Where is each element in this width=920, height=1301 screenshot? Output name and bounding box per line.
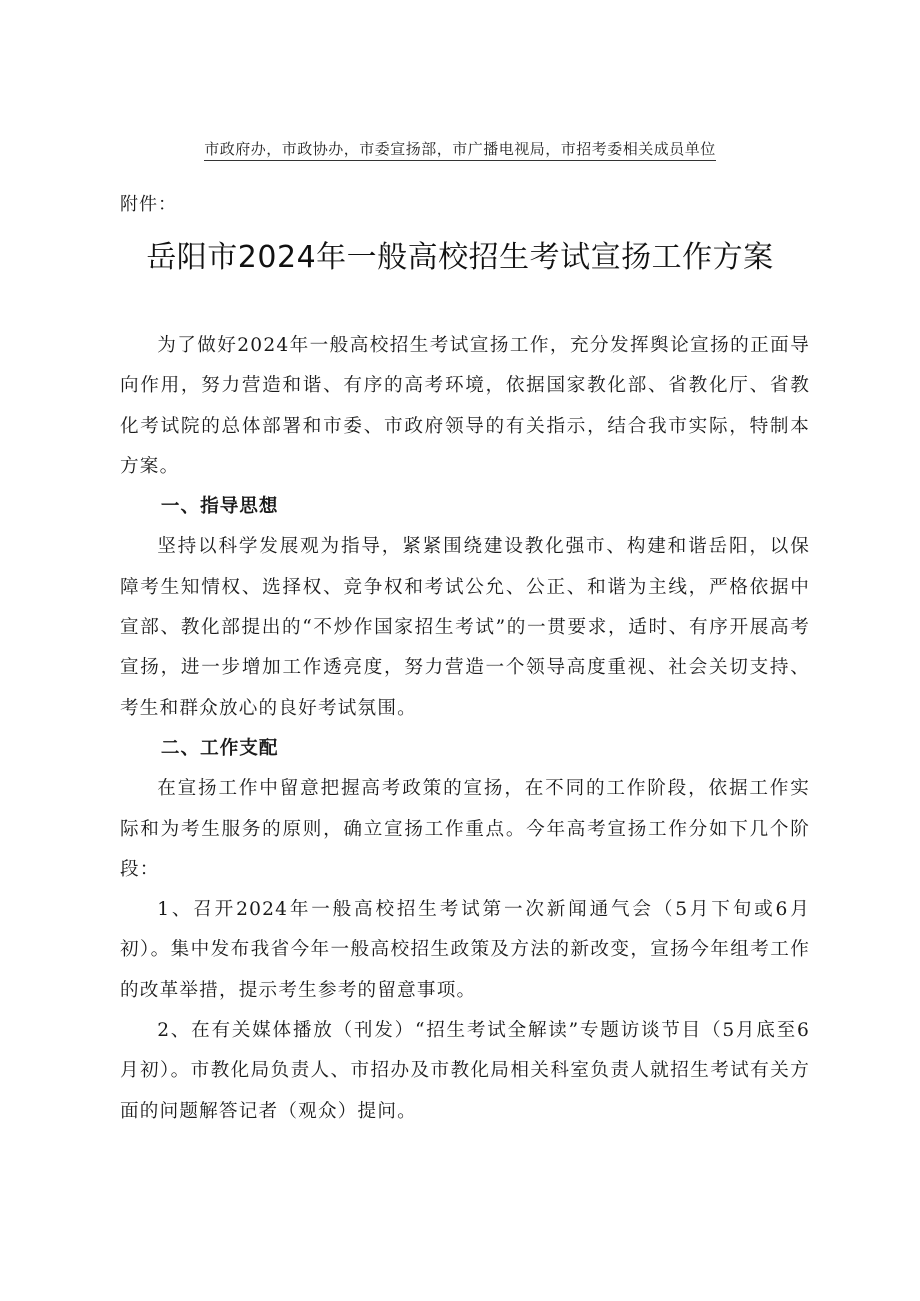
section-heading-work-arrangement: 二、工作支配 (160, 737, 279, 759)
intro-paragraph: 为了做好2024年一般高校招生考试宣扬工作，充分发挥舆论宣扬的正面导向作用，努力营造和谐、有序的高考环境，依据国家教化部、省教化厅、省教化考试院的总体部署和市委、市政府领导的有关指示，结合我市实际，特制本方案。 (120, 335, 810, 477)
document-body (120, 326, 810, 1132)
recipients-text: 市政府办，市政协办，市委宣扬部，市广播电视局，市招考委相关成员单位 (204, 140, 716, 161)
recipients-line (0, 138, 920, 159)
work-arrangement-paragraph: 在宣扬工作中留意把握高考政策的宣扬，在不同的工作阶段，依据工作实际和为考生服务的原则，确立宣扬工作重点。今年高考宣扬工作分如下几个阶段： (120, 778, 810, 880)
attachment-label: 附件： (120, 194, 177, 215)
section-heading-guiding-thought: 一、指导思想 (160, 496, 279, 518)
stage-2-paragraph: 2、在有关媒体播放（刊发）“招生考试全解读”专题访谈节目（5月底至6月初）。市教化局负责人、市招办及市教化局相关科室负责人就招生考试有关方面的问题解答记者（观众）提问。 (120, 1020, 810, 1122)
guiding-thought-paragraph: 坚持以科学发展观为指导，紧紧围绕建设教化强市、构建和谐岳阳，以保障考生知情权、选择权、竞争权和考试公允、公正、和谐为主线，严格依据中宣部、教化部提出的“不炒作国家招生考试”的一贯要求，适时、有序开展高考宣扬，进一步增加工作透亮度，努力营造一个领导高度重视、社会关切支持、考生和群众放心的良好考试氛围。 (120, 536, 810, 719)
document-title: 岳阳市2024年一般高校招生考试宣扬工作方案 (146, 240, 774, 275)
stage-1-paragraph: 1、召开2024年一般高校招生考试第一次新闻通气会（5月下旬或6月初）。集中发布我省今年一般高校招生政策及方法的新改变，宣扬今年组考工作的改革举措，提示考生参考的留意事项。 (120, 899, 810, 1001)
